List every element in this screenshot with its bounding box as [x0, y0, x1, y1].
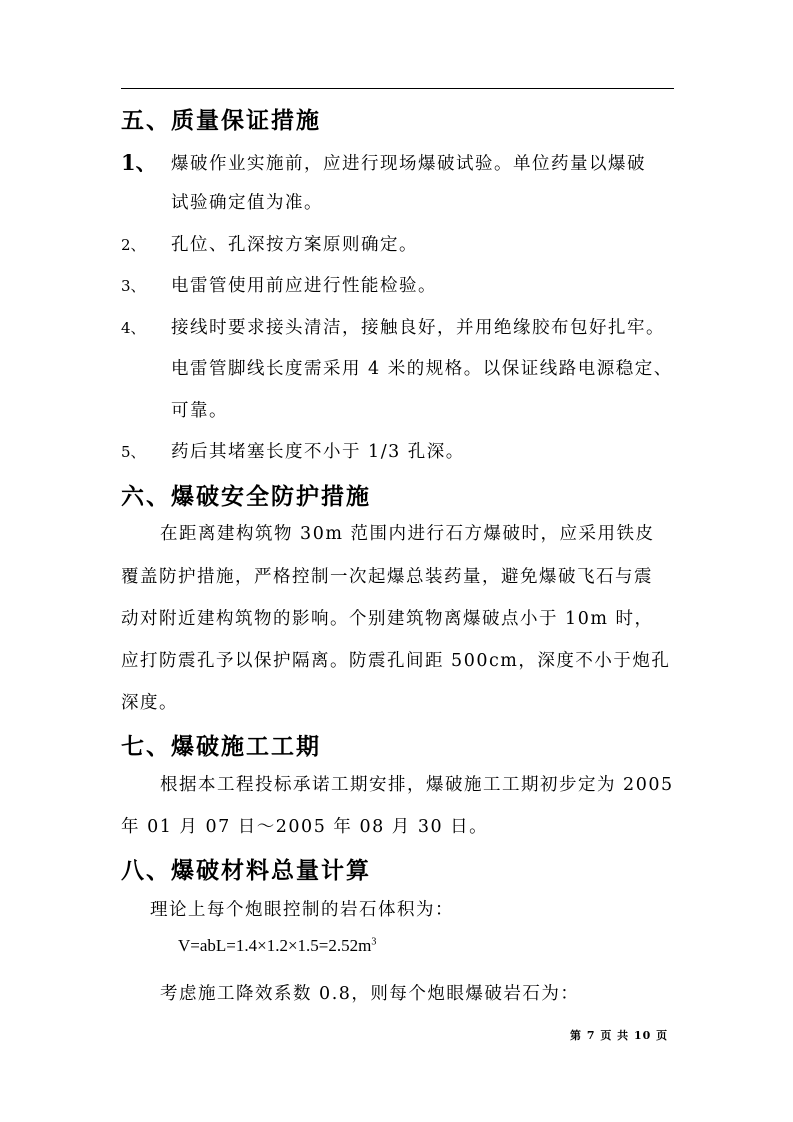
paragraph-line: 覆盖防护措施，严格控制一次起爆总装药量，避免爆破飞石与震: [121, 567, 653, 587]
list-item-text: 孔位、孔深按方案原则确定。: [171, 235, 418, 255]
paragraph-line: 动对附近建构筑物的影响。个别建筑物离爆破点小于 10m 时，: [121, 609, 654, 629]
formula-superscript: 3: [371, 936, 377, 948]
header-rule: [121, 88, 674, 89]
list-item-number: 2、: [121, 236, 146, 254]
paragraph-line: 应打防震孔予以保护隔离。防震孔间距 500cm，深度不小于炮孔: [121, 651, 671, 671]
section-heading-7: 七、爆破施工工期: [121, 733, 321, 760]
page-number-footer: 第 7 页 共 10 页: [570, 1029, 669, 1042]
list-item-text: 电雷管使用前应进行性能检验。: [171, 276, 437, 296]
paragraph-line: 理论上每个炮眼控制的岩石体积为：: [150, 900, 454, 920]
list-item-text: 爆破作业实施前，应进行现场爆破试验。单位药量以爆破: [171, 154, 646, 174]
paragraph-line: 根据本工程投标承诺工期安排，爆破施工工期初步定为 2005: [160, 775, 674, 795]
list-item-text: 电雷管脚线长度需采用 4 米的规格。以保证线路电源稳定、: [171, 359, 673, 379]
formula-text: V=abL=1.4×1.2×1.5=2.52m: [178, 936, 372, 955]
paragraph-line: 在距离建构筑物 30m 范围内进行石方爆破时，应采用铁皮: [160, 524, 655, 544]
list-item-number: 3、: [121, 277, 146, 295]
paragraph-line: 考虑施工降效系数 0.8，则每个炮眼爆破岩石为：: [160, 984, 580, 1004]
list-item-text: 可靠。: [171, 401, 228, 421]
section-heading-6: 六、爆破安全防护措施: [121, 483, 371, 510]
section-heading-5: 五、质量保证措施: [121, 107, 321, 134]
paragraph-line: 深度。: [121, 693, 178, 713]
list-item-text: 试验确定值为准。: [171, 193, 323, 213]
list-item-number: 4、: [121, 319, 146, 337]
volume-formula: [178, 936, 376, 956]
list-item-number: 5、: [121, 443, 146, 461]
section-heading-8: 八、爆破材料总量计算: [121, 857, 371, 884]
paragraph-line: 年 01 月 07 日～2005 年 08 月 30 日。: [121, 817, 489, 837]
list-item-text: 药后其堵塞长度不小于 1/3 孔深。: [171, 442, 465, 462]
list-item-text: 接线时要求接头清洁，接触良好，并用绝缘胶布包好扎牢。: [171, 318, 665, 338]
list-item-number: 1、: [121, 150, 157, 175]
